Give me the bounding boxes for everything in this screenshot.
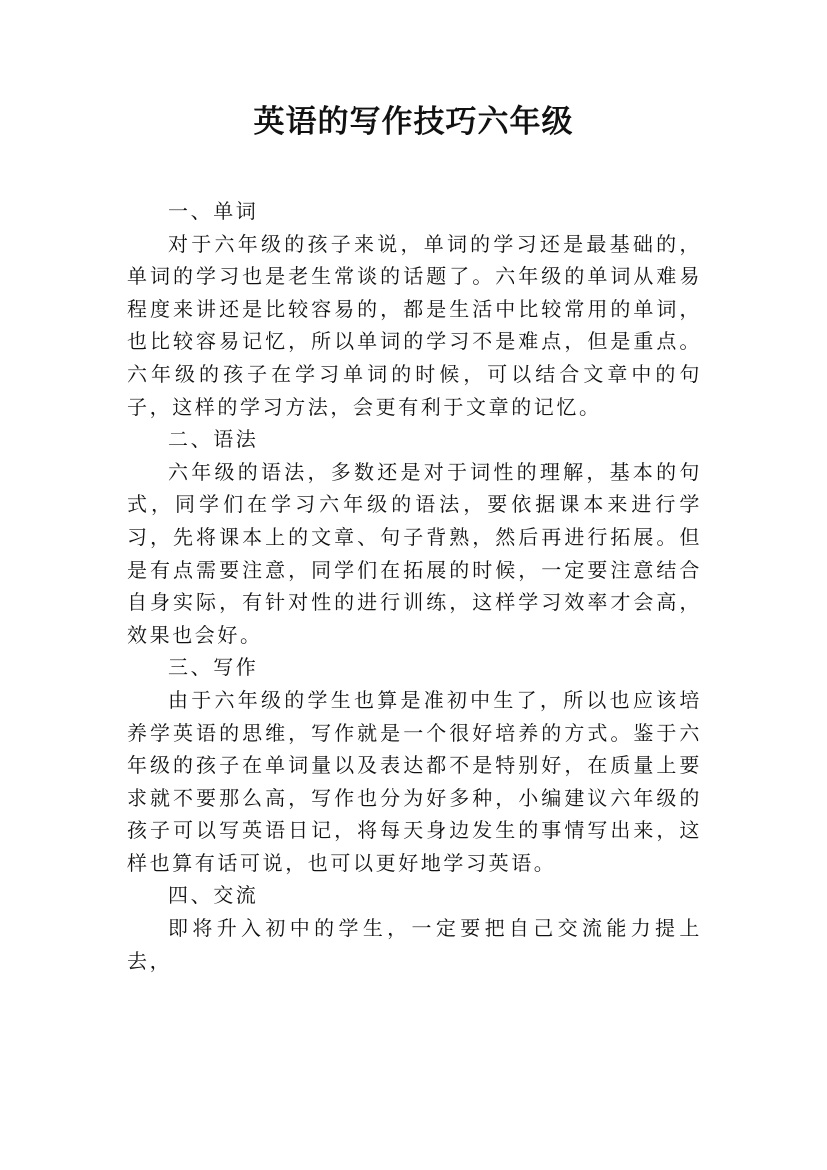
- section-heading-grammar: 二、语法: [168, 427, 259, 452]
- section-paragraph-writing: 由于六年级的学生也算是准初中生了，所以也应该培养学英语的思维，写作就是一个很好培养的方式。鉴于六年级的孩子在单词量以及表达都不是特别好，在质量上要求就不要那么高，写作也分为好多种，小编建议六年级的孩子可以写英语日记，将每天身边发生的事情写出来，这样也算有话可说，也可以更好地学习英语。: [127, 687, 702, 875]
- document-body: [127, 195, 702, 977]
- section-paragraph-words: 对于六年级的孩子来说，单词的学习还是最基础的，单词的学习也是老生常谈的话题了。六年级的单词从难易程度来讲还是比较容易的，都是生活中比较常用的单词，也比较容易记忆，所以单词的学习不是难点，但是重点。六年级的孩子在学习单词的时候，可以结合文章中的句子，这样的学习方法，会更有利于文章的记忆。: [127, 231, 702, 419]
- section-paragraph-communication: 即将升入初中的学生，一定要把自己交流能力提上去，: [127, 916, 702, 973]
- section-heading-writing: 三、写作: [168, 655, 259, 680]
- document-title: 英语的写作技巧六年级: [253, 104, 574, 140]
- section-heading-communication: 四、交流: [168, 883, 259, 908]
- section-heading-words: 一、单词: [168, 199, 259, 223]
- section-paragraph-grammar: 六年级的语法，多数还是对于词性的理解，基本的句式，同学们在学习六年级的语法，要依据课本来进行学习，先将课本上的文章、句子背熟，然后再进行拓展。但是有点需要注意，同学们在拓展的时候，一定要注意结合自身实际，有针对性的进行训练，这样学习效率才会高，效果也会好。: [127, 459, 702, 647]
